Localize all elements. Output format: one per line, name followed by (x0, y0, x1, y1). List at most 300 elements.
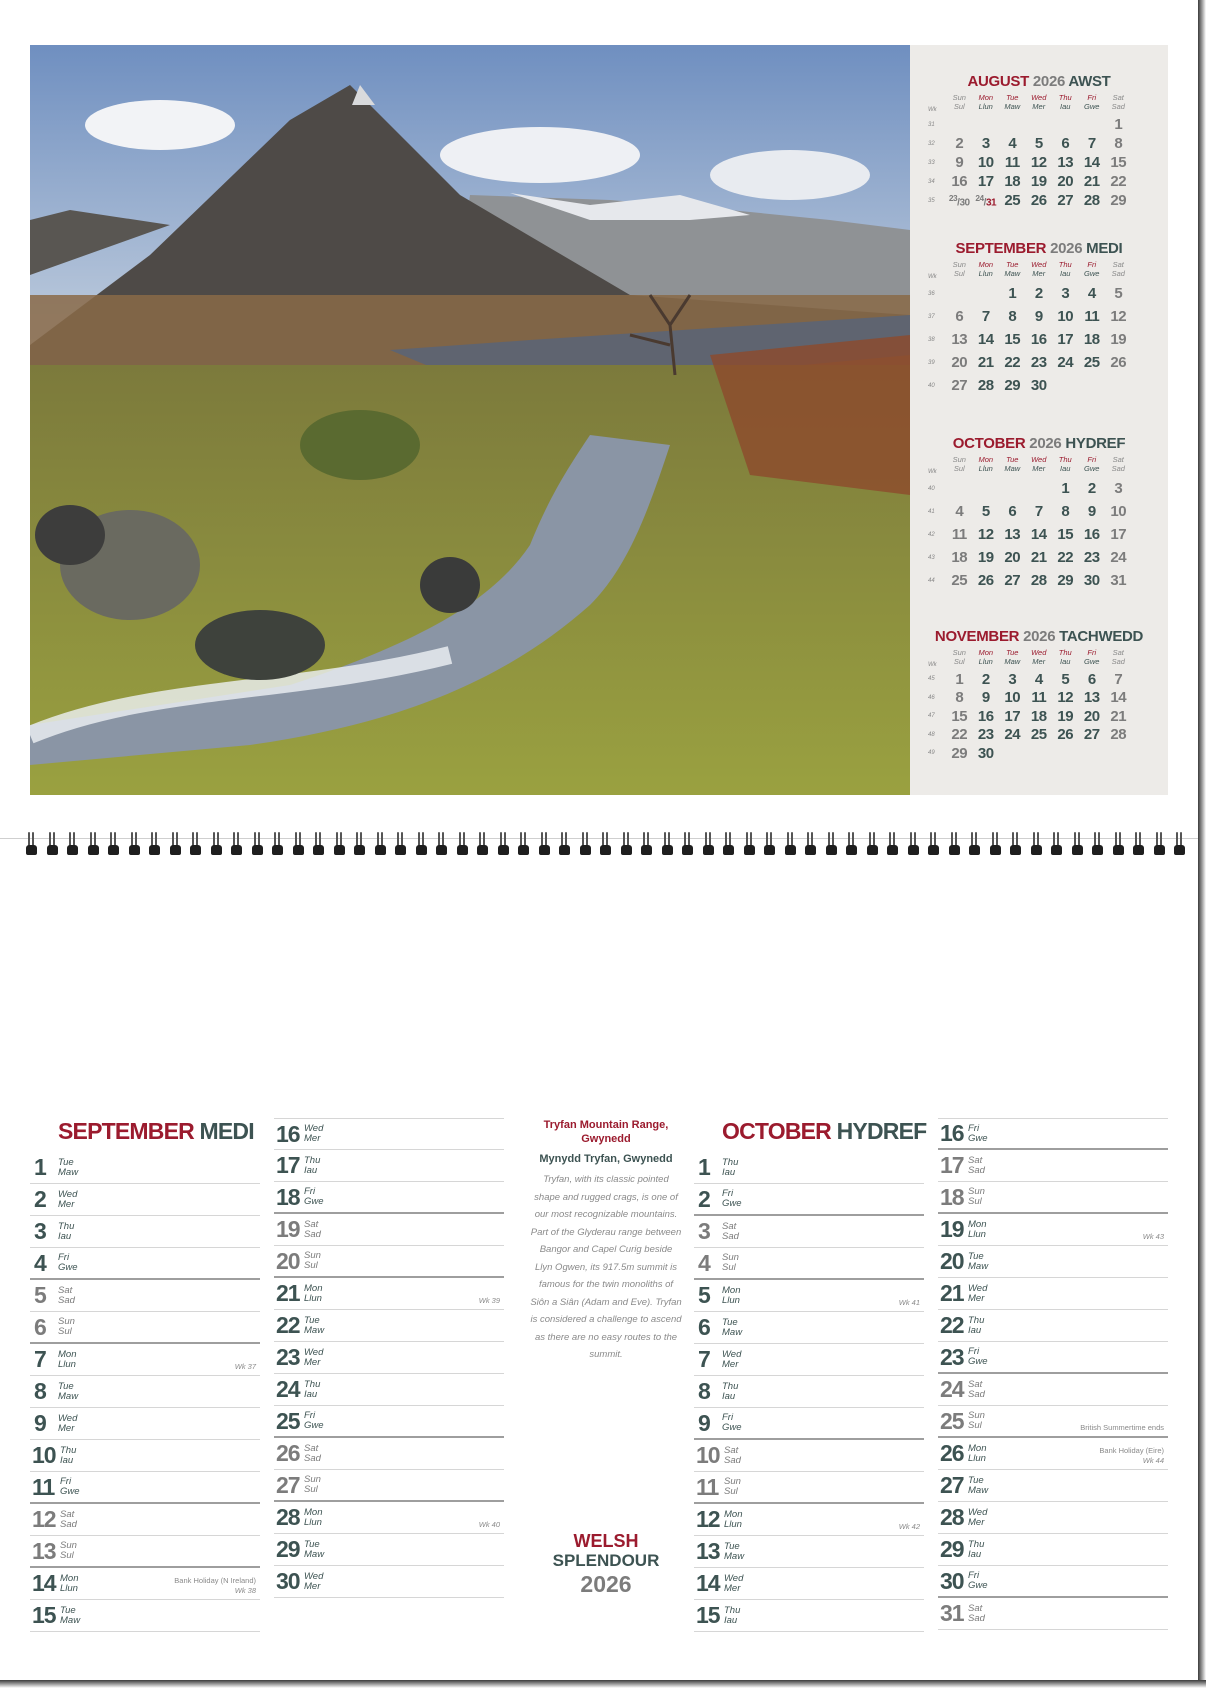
day-row[interactable] (30, 1344, 260, 1376)
mini-day-cell: 7 (1087, 135, 1096, 152)
day-row[interactable] (30, 1184, 260, 1216)
mini-day-cell: 13 (1057, 154, 1074, 171)
day-row[interactable] (938, 1406, 1168, 1438)
day-name-cy: Iau (968, 1324, 982, 1336)
day-row[interactable] (938, 1534, 1168, 1566)
day-row[interactable] (694, 1376, 924, 1408)
weekday-cy: Mer (1032, 102, 1046, 111)
day-row[interactable] (30, 1472, 260, 1504)
mini-day-cell: 30 (1030, 377, 1047, 394)
weekday-en: Tue (1006, 455, 1019, 464)
day-row[interactable] (274, 1150, 504, 1182)
weekday-en: Fri (1087, 455, 1097, 464)
day-row[interactable] (274, 1214, 504, 1246)
mini-day-cell: 28 (1083, 192, 1100, 209)
day-row[interactable] (694, 1344, 924, 1376)
day-number: 23 (276, 1344, 300, 1370)
mini-day-cell: 24 (1110, 549, 1127, 566)
mini-week-row (928, 707, 1132, 726)
day-row[interactable] (30, 1216, 260, 1248)
mini-month-cy: TACHWEDD (1059, 628, 1144, 645)
mini-day-cell: 25 (1083, 354, 1100, 371)
weekday-cy: Llun (978, 657, 993, 666)
mini-year: 2026 (1032, 73, 1066, 90)
weekday-en: Mon (978, 260, 994, 269)
day-name-cy: Maw (58, 1390, 79, 1402)
weekday-en: Tue (1006, 648, 1019, 657)
mini-week-row (928, 115, 1132, 134)
day-row[interactable] (694, 1600, 924, 1632)
day-row[interactable] (30, 1376, 260, 1408)
weekday-en: Wed (1031, 648, 1047, 657)
spiral-coil (926, 830, 947, 858)
day-row[interactable] (30, 1248, 260, 1280)
weekday-en: Wed (1031, 455, 1047, 464)
weekday-header (999, 648, 1026, 670)
october-days-col-2 (938, 1118, 1168, 1630)
day-row[interactable] (938, 1214, 1168, 1246)
day-number: 12 (696, 1506, 720, 1532)
day-number: 29 (940, 1536, 964, 1562)
mini-day-cell: 6 (1008, 503, 1017, 520)
mini-day-cell: 28 (1030, 572, 1047, 589)
day-row[interactable] (274, 1374, 504, 1406)
day-row[interactable] (938, 1342, 1168, 1374)
week-number-label: Wk 44 (1142, 1456, 1164, 1465)
day-name-en: Wed (304, 1123, 324, 1134)
day-row[interactable] (30, 1600, 260, 1632)
day-name-cy: Mer (968, 1292, 985, 1304)
mini-day-cell: 3 (1008, 670, 1017, 688)
day-name (304, 1220, 321, 1240)
day-number: 13 (32, 1537, 56, 1564)
mini-calendar-grid (928, 93, 1132, 210)
mini-day-cell: 17 (977, 173, 994, 190)
day-row[interactable] (694, 1312, 924, 1344)
day-name (304, 1124, 323, 1144)
day-row[interactable] (274, 1118, 504, 1150)
day-name-cy: Sul (968, 1420, 982, 1431)
day-row[interactable] (274, 1182, 504, 1214)
week-number-label: Wk 37 (234, 1362, 256, 1371)
day-row[interactable] (274, 1438, 504, 1470)
mini-month-en: SEPTEMBER (955, 240, 1047, 257)
day-note (479, 1520, 500, 1530)
weekday-cy: Sul (953, 464, 965, 473)
spiral-coil (1111, 830, 1132, 858)
day-row[interactable] (274, 1406, 504, 1438)
week-number: 43 (928, 554, 935, 561)
week-number: 36 (928, 290, 935, 297)
mini-day-cell: $^{24}$/31 (975, 192, 997, 209)
brand-line-2: SPLENDOUR (552, 1551, 660, 1570)
day-row[interactable] (30, 1280, 260, 1312)
day-name (722, 1158, 738, 1178)
mini-week-row (928, 670, 1132, 689)
day-row[interactable] (30, 1536, 260, 1568)
day-number: 23 (940, 1343, 964, 1370)
day-name-en: Fri (968, 1346, 980, 1357)
day-row[interactable] (274, 1534, 504, 1566)
mini-day-cell: 18 (1083, 331, 1100, 348)
day-name-cy: Gwe (60, 1486, 80, 1497)
day-name-cy: Mer (722, 1358, 739, 1370)
day-number: 25 (276, 1407, 300, 1434)
day-name-cy: Llun (968, 1228, 986, 1240)
mini-day-cell: 12 (1057, 689, 1074, 707)
mini-day-cell: 21 (977, 354, 994, 371)
week-number-label: Wk 42 (898, 1522, 920, 1531)
day-row[interactable] (694, 1568, 924, 1600)
mini-day-cell: 2 (1034, 285, 1043, 302)
september-list-title (58, 1118, 254, 1145)
mini-day-cell: 24 (1004, 726, 1021, 744)
page-edge-shadow-bottom (0, 1680, 1206, 1688)
day-name-cy: Llun (722, 1294, 740, 1306)
day-name-en: Mon (304, 1282, 323, 1294)
day-number: 28 (276, 1504, 300, 1530)
day-name-en: Sun (724, 1476, 741, 1487)
week-number-label: Wk 43 (1142, 1232, 1164, 1241)
september-days-col-1 (30, 1152, 260, 1632)
day-row[interactable] (274, 1278, 504, 1310)
spiral-coil (311, 830, 332, 858)
mini-day-cell: 30 (977, 744, 994, 762)
mini-week-row (928, 305, 1132, 328)
spiral-coil (147, 830, 168, 858)
day-name (722, 1286, 740, 1306)
mini-day-cell: 5 (1114, 285, 1123, 302)
day-name-en: Fri (304, 1410, 316, 1421)
weekday-header (973, 260, 1000, 282)
day-number: 26 (940, 1440, 964, 1466)
mini-day-cell: 6 (955, 308, 964, 325)
day-row[interactable] (694, 1280, 924, 1312)
day-row[interactable] (938, 1246, 1168, 1278)
mini-day-cell: 27 (1004, 572, 1021, 589)
day-row[interactable] (30, 1440, 260, 1472)
mini-day-cell: 4 (955, 503, 964, 520)
mini-day-cell: 12 (1030, 154, 1047, 171)
weekday-header (1105, 260, 1132, 282)
month-title-en: OCTOBER (722, 1118, 831, 1144)
mini-day-cell: 25 (951, 572, 968, 589)
calendar-brand (530, 1531, 682, 1597)
day-name (304, 1444, 321, 1464)
day-name (304, 1540, 324, 1560)
mini-day-cell: 16 (1030, 331, 1047, 348)
weekday-en: Mon (978, 648, 994, 657)
week-number: 44 (928, 577, 935, 584)
day-number: 9 (34, 1410, 46, 1436)
week-number: 35 (928, 197, 935, 204)
day-name-en: Thu (304, 1154, 321, 1166)
mini-week-row (928, 328, 1132, 351)
mini-day-cell: 2 (981, 670, 990, 688)
mini-day-cell: 17 (1004, 707, 1021, 725)
day-name-cy: Iau (58, 1230, 72, 1242)
mini-day-cell: 8 (1008, 308, 1017, 325)
mini-day-cell: 19 (977, 549, 994, 566)
day-name-en: Mon (58, 1348, 77, 1360)
day-name-en: Fri (58, 1252, 70, 1263)
mini-day-cell: 9 (1034, 308, 1043, 325)
day-row[interactable] (694, 1536, 924, 1568)
mini-day-cell: 10 (1110, 503, 1127, 520)
day-number: 26 (276, 1440, 300, 1466)
week-number: 38 (928, 336, 935, 343)
day-name (60, 1574, 78, 1594)
day-number: 20 (940, 1248, 964, 1274)
brand-line-1: WELSH (573, 1531, 639, 1551)
mini-month-cy: MEDI (1086, 240, 1123, 257)
day-name-en: Thu (60, 1444, 77, 1456)
weekday-cy: Maw (1004, 102, 1021, 111)
mini-weekday-header (928, 93, 1132, 115)
mini-month-en: NOVEMBER (934, 628, 1020, 645)
weekday-header (1079, 260, 1106, 282)
weekday-cy: Iau (1060, 269, 1071, 278)
weekday-en: Sun (952, 260, 966, 269)
day-name-en: Wed (304, 1346, 324, 1358)
mini-day-cell: 9 (981, 689, 990, 707)
spiral-coil (1090, 830, 1111, 858)
weekday-header (1026, 648, 1053, 670)
mini-day-cell: 26 (977, 572, 994, 589)
mini-calendar-title (910, 435, 1168, 452)
day-name (304, 1475, 321, 1495)
mini-day-cell: 7 (1034, 503, 1043, 520)
mini-week-row (928, 172, 1132, 191)
mini-day-cell: 15 (1004, 331, 1021, 348)
mini-day-cell: 13 (1083, 689, 1100, 707)
day-row[interactable] (694, 1472, 924, 1504)
day-row[interactable] (30, 1312, 260, 1344)
day-name-cy: Maw (60, 1614, 81, 1626)
day-row[interactable] (938, 1502, 1168, 1534)
day-name (722, 1413, 742, 1433)
mini-calendar-title (910, 240, 1168, 257)
day-name-en: Sun (304, 1250, 321, 1261)
day-number: 13 (696, 1538, 720, 1564)
day-name (724, 1574, 743, 1594)
mini-calendar-november (910, 628, 1168, 762)
day-row[interactable] (30, 1568, 260, 1600)
day-row[interactable] (938, 1470, 1168, 1502)
day-name (58, 1158, 78, 1178)
day-name (60, 1446, 76, 1466)
day-row[interactable] (938, 1598, 1168, 1630)
week-number: 32 (928, 140, 935, 147)
day-row[interactable] (938, 1150, 1168, 1182)
mini-day-cell: 20 (1083, 707, 1100, 725)
day-number: 5 (698, 1282, 710, 1308)
day-row[interactable] (694, 1184, 924, 1216)
day-row[interactable] (938, 1374, 1168, 1406)
spiral-coil (1029, 830, 1050, 858)
day-row[interactable] (694, 1408, 924, 1440)
day-name-cy: Maw (724, 1550, 745, 1562)
day-row[interactable] (274, 1502, 504, 1534)
day-name (722, 1222, 739, 1242)
mini-day-cell: 27 (1083, 726, 1100, 744)
day-row[interactable] (274, 1246, 504, 1278)
day-name (724, 1510, 742, 1530)
weekday-header (946, 260, 973, 282)
mini-day-cell: 18 (1004, 173, 1021, 190)
weekday-cy: Maw (1004, 464, 1021, 473)
day-name-en: Sat (58, 1284, 73, 1296)
day-name (58, 1382, 78, 1402)
day-name (968, 1380, 985, 1400)
day-name-cy: Sad (724, 1454, 741, 1466)
day-row[interactable] (30, 1152, 260, 1184)
day-name-en: Thu (722, 1380, 739, 1392)
spiral-coil (188, 830, 209, 858)
day-number: 17 (940, 1152, 964, 1178)
day-name-en: Sun (304, 1474, 321, 1485)
day-row[interactable] (938, 1310, 1168, 1342)
day-row[interactable] (694, 1216, 924, 1248)
spiral-coil (106, 830, 127, 858)
day-row[interactable] (694, 1152, 924, 1184)
mini-day-cell: 19 (1030, 173, 1047, 190)
day-name-cy: Sul (58, 1326, 72, 1337)
day-name (58, 1253, 78, 1273)
spiral-coil (455, 830, 476, 858)
day-name-en: Sat (724, 1444, 739, 1456)
day-name-cy: Llun (724, 1518, 742, 1530)
weekday-header (1026, 93, 1053, 115)
page-edge-shadow-right (1198, 0, 1206, 1686)
day-name (304, 1251, 321, 1271)
day-name-cy: Maw (722, 1326, 743, 1338)
day-name-en: Sat (968, 1602, 983, 1614)
day-row[interactable] (30, 1504, 260, 1536)
day-number: 3 (698, 1218, 710, 1244)
mini-month-cy: HYDREF (1065, 435, 1126, 452)
mini-day-cell: 23 (1030, 354, 1047, 371)
day-name-cy: Maw (304, 1548, 325, 1560)
day-row[interactable] (938, 1278, 1168, 1310)
day-name (304, 1187, 324, 1207)
day-name-cy: Llun (968, 1452, 986, 1464)
spiral-coil (988, 830, 1009, 858)
day-row[interactable] (938, 1438, 1168, 1470)
mini-day-cell: $^{23}$/30 (948, 192, 970, 209)
day-name-cy: Sad (968, 1388, 985, 1400)
mini-day-cell: 25 (1030, 726, 1047, 744)
day-note (1143, 1232, 1164, 1242)
day-row[interactable] (694, 1440, 924, 1472)
day-name (304, 1572, 323, 1592)
weekday-en: Sun (952, 648, 966, 657)
day-name-en: Wed (968, 1506, 988, 1518)
week-label: Wk (928, 469, 937, 475)
holiday-label: Bank Holiday (Eire) (1099, 1446, 1164, 1455)
mini-day-cell: 21 (1083, 173, 1100, 190)
mini-day-cell: 5 (1061, 670, 1070, 688)
spiral-coil (619, 830, 640, 858)
day-number: 6 (34, 1313, 46, 1340)
mini-day-cell: 14 (977, 331, 994, 348)
day-number: 7 (34, 1346, 46, 1372)
mini-day-cell: 8 (955, 689, 964, 707)
mini-day-cell: 11 (951, 526, 967, 543)
day-row[interactable] (274, 1566, 504, 1598)
caption-body: Tryfan, with its classic pointed shape and rugged crags, is one of our most recognizable mountains. Part of the Glyderau range between Bangor and Capel Curig beside Llyn Ogwen, its 917.5m summit is famous for the twin monoliths of Siôn a Siân (Adam and Eve). Tryfan is considered a challenge to ascend as there are no easy routes to the summit. (530, 1174, 682, 1360)
week-number: 37 (928, 313, 935, 320)
day-name-cy: Sad (304, 1452, 321, 1464)
day-name-en: Wed (968, 1282, 988, 1294)
day-name-cy: Mer (968, 1516, 985, 1528)
day-number: 12 (32, 1506, 56, 1532)
weekday-cy: Iau (1060, 657, 1071, 666)
mini-weekday-header (928, 455, 1132, 477)
photo-illustration (30, 45, 910, 795)
spiral-coil (947, 830, 968, 858)
day-row[interactable] (30, 1408, 260, 1440)
day-name (968, 1284, 987, 1304)
mini-week-row (928, 726, 1132, 745)
day-row[interactable] (694, 1504, 924, 1536)
day-name (304, 1411, 324, 1431)
week-label: Wk (928, 274, 937, 280)
week-number-label: Wk 40 (478, 1520, 500, 1529)
week-number-label: Wk 38 (234, 1586, 256, 1595)
weekday-cy: Llun (978, 464, 993, 473)
mini-calendar-grid (928, 648, 1132, 763)
day-name-cy: Gwe (722, 1198, 742, 1209)
mini-day-cell: 26 (1057, 726, 1074, 744)
day-row[interactable] (694, 1248, 924, 1280)
day-row[interactable] (274, 1342, 504, 1374)
day-row[interactable] (938, 1566, 1168, 1598)
day-name (60, 1510, 77, 1530)
day-row[interactable] (938, 1118, 1168, 1150)
day-name (722, 1253, 739, 1273)
spiral-coil (1070, 830, 1091, 858)
day-name-en: Sat (968, 1154, 983, 1166)
day-row[interactable] (274, 1470, 504, 1502)
mini-day-cell: 29 (1057, 572, 1074, 589)
day-row[interactable] (274, 1310, 504, 1342)
day-row[interactable] (938, 1182, 1168, 1214)
weekday-en: Thu (1058, 455, 1072, 464)
weekday-cy: Mer (1032, 464, 1046, 473)
day-number: 24 (940, 1376, 964, 1402)
week-number: 40 (928, 485, 935, 492)
mini-day-cell: 3 (1061, 285, 1070, 302)
october-list-title (722, 1118, 926, 1145)
weekday-en: Sat (1112, 455, 1124, 464)
weekday-cy: Maw (1004, 269, 1021, 278)
mini-day-cell: 5 (981, 503, 990, 520)
mini-day-cell: 13 (951, 331, 968, 348)
mini-calendar-grid (928, 260, 1132, 397)
day-number: 3 (34, 1218, 46, 1244)
day-note (1099, 1446, 1164, 1466)
mini-month-en: OCTOBER (952, 435, 1026, 452)
day-number: 28 (940, 1504, 964, 1530)
day-name-en: Sun (968, 1186, 985, 1197)
week-label: Wk (928, 107, 937, 113)
spiral-binding (24, 830, 1193, 858)
day-name-cy: Sul (724, 1486, 738, 1497)
day-name (60, 1477, 80, 1497)
day-name-cy: Mer (304, 1580, 321, 1592)
mini-day-cell: 7 (1114, 670, 1123, 688)
